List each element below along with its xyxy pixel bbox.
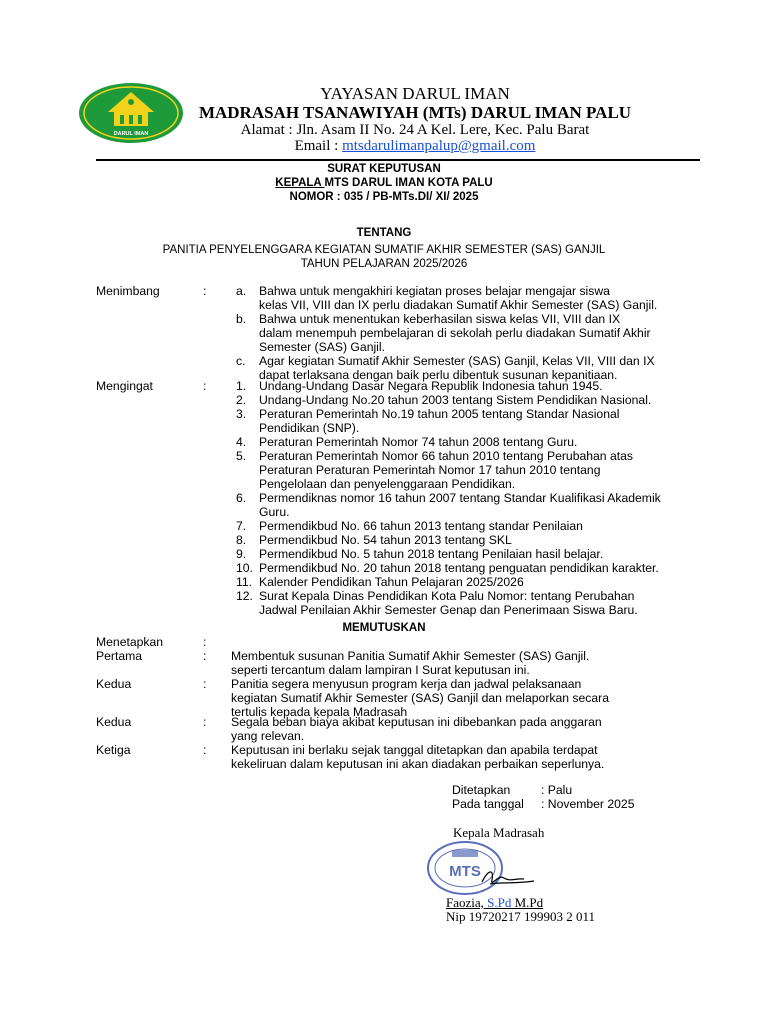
school-email-line	[180, 138, 650, 155]
decision-line: Panitia segera menyusun program kerja dan jadwal pelaksanaan	[231, 677, 582, 691]
doc-title: SURAT KEPUTUSAN	[327, 163, 441, 175]
mengingat-item-line: Peraturan Peraturan Pemerintah Nomor 17 tahun 2010 tentang	[259, 463, 601, 477]
foundation-name: YAYASAN DARUL IMAN	[320, 84, 510, 103]
mengingat-item-number: 11.	[236, 575, 253, 589]
tanggal-value: : November 2025	[541, 797, 635, 811]
decision-line: Membentuk susunan Panitia Sumatif Akhir Semester (SAS) Ganjil.	[231, 649, 590, 663]
subject-line-2: TAHUN PELAJARAN 2025/2026	[300, 258, 468, 270]
signer-name-b: S.Pd	[487, 895, 512, 910]
menimbang-item-marker: c.	[236, 354, 246, 368]
decision-line: kegiatan Sumatif Akhir Semester (SAS) Ganjil dan melaporkan secara	[231, 691, 609, 705]
doc-issuer	[0, 177, 768, 189]
signer-name-a: Faozia,	[446, 895, 488, 910]
memutuskan-heading: MEMUTUSKAN	[342, 622, 426, 634]
mengingat-item-number: 5.	[236, 449, 247, 463]
doc-issuer-underlined: KEPALA	[275, 177, 325, 189]
decision-colon: :	[203, 649, 207, 663]
mengingat-item-number: 10.	[236, 561, 253, 575]
decision-line: tertulis kepada kepala Madrasah	[231, 705, 408, 719]
menimbang-item-line: kelas VII, VIII dan IX perlu diadakan Sumatif Akhir Semester (SAS) Ganjil.	[259, 298, 658, 312]
mengingat-item-number: 8.	[236, 533, 247, 547]
mengingat-label: Mengingat	[96, 379, 153, 393]
tanggal-label: Pada tanggal	[452, 797, 524, 811]
mengingat-item-line: Pengelolaan dan penyelenggaraan Pendidikan.	[259, 477, 516, 491]
letterhead-divider	[96, 159, 700, 161]
mengingat-colon: :	[203, 379, 207, 393]
mengingat-item-line: Jadwal Penilaian Akhir Semester Genap dan Penerimaan Siswa Baru.	[259, 603, 638, 617]
decision-line: Keputusan ini berlaku sejak tanggal ditetapkan dan apabila terdapat	[231, 743, 598, 757]
menimbang-item-line: Semester (SAS) Ganjil.	[259, 340, 385, 354]
mengingat-item-number: 1.	[236, 379, 247, 393]
signer-nip: Nip 19720217 199903 2 011	[446, 909, 596, 924]
mengingat-item-line: Permendikbud No. 5 tahun 2018 tentang Penilaian hasil belajar.	[259, 547, 604, 561]
decision-colon: :	[203, 743, 207, 757]
decision-line: seperti tercantum dalam lampiran I Surat keputusan ini.	[231, 663, 530, 677]
mengingat-item-line: Undang-Undang No.20 tahun 2003 tentang Sistem Pendidikan Nasional.	[259, 393, 652, 407]
doc-number: NOMOR : 035 / PB-MTs.DI/ XI/ 2025	[289, 191, 479, 203]
signature-mark	[482, 872, 534, 884]
menetapkan-colon: :	[203, 635, 207, 649]
mengingat-item-number: 3.	[236, 407, 247, 421]
mengingat-item-line: Kalender Pendidikan Tahun Pelajaran 2025/2026	[259, 575, 524, 589]
mengingat-item-number: 6.	[236, 491, 247, 505]
mengingat-item-number: 7.	[236, 519, 247, 533]
mengingat-item-number: 12.	[236, 589, 253, 603]
stamp-text: MTS	[449, 863, 481, 880]
email-link[interactable]: mtsdarulimanpalup@gmail.com	[342, 138, 536, 154]
menimbang-item-line: dapat terlaksana dengan baik perlu dibentuk susunan kepanitiaan.	[259, 368, 618, 382]
menimbang-item-line: dalam menempuh pembelajaran di sekolah perlu diadakan Sumatif Akhir	[259, 326, 651, 340]
decision-colon: :	[203, 677, 207, 691]
menimbang-label: Menimbang	[96, 284, 160, 298]
decision-label: Kedua	[96, 715, 132, 729]
logo-text: DARUL IMAN	[113, 131, 149, 137]
mengingat-item-line: Peraturan Pemerintah No.19 tahun 2005 tentang Standar Nasional	[259, 407, 620, 421]
decision-label: Kedua	[96, 677, 132, 691]
mengingat-item-line: Permendikbud No. 54 tahun 2013 tentang SKL	[259, 533, 512, 547]
decision-colon: :	[203, 715, 207, 729]
mengingat-item-number: 9.	[236, 547, 247, 561]
mengingat-item-line: Permendiknas nomor 16 tahun 2007 tentang Standar Kualifikasi Akademik	[259, 491, 661, 505]
school-address: Alamat : Jln. Asam II No. 24 A Kel. Lere, Kec. Palu Barat	[240, 122, 590, 138]
decision-label: Pertama	[96, 649, 143, 663]
email-label: Email :	[294, 138, 339, 154]
menimbang-item-marker: b.	[236, 312, 247, 326]
ditetapkan-value: : Palu	[541, 783, 573, 797]
menimbang-item-line: Agar kegiatan Sumatif Akhir Semester (SAS) Ganjil, Kelas VII, VIII dan IX	[259, 354, 655, 368]
tentang-heading: TENTANG	[356, 227, 412, 239]
mengingat-item-line: Peraturan Pemerintah Nomor 66 tahun 2010 tentang Perubahan atas	[259, 449, 634, 463]
mengingat-item-line: Surat Kepala Dinas Pendidikan Kota Palu Nomor: tentang Perubahan	[259, 589, 635, 603]
mengingat-item-line: Permendikbud No. 20 tahun 2018 tentang penguatan pendidikan karakter.	[259, 561, 659, 575]
decision-label: Ketiga	[96, 743, 131, 757]
mengingat-item-line: Pendidikan (SNP).	[259, 421, 360, 435]
school-logo	[78, 82, 184, 144]
mengingat-item-line: Permendikbud No. 66 tahun 2013 tentang standar Penilaian	[259, 519, 583, 533]
menimbang-colon: :	[203, 284, 207, 298]
signer-position: Kepala Madrasah	[453, 825, 545, 840]
mengingat-item-number: 4.	[236, 435, 247, 449]
mengingat-item-line: Undang-Undang Dasar Negara Republik Indonesia tahun 1945.	[259, 379, 603, 393]
menetapkan-label: Menetapkan	[96, 635, 164, 649]
menimbang-item-line: Bahwa untuk menentukan keberhasilan siswa kelas VII, VIII dan IX	[259, 312, 621, 326]
ditetapkan-label: Ditetapkan	[452, 783, 511, 797]
official-stamp	[424, 838, 536, 900]
mengingat-item-line: Peraturan Pemerintah Nomor 74 tahun 2008 tentang Guru.	[259, 435, 578, 449]
mengingat-item-number: 2.	[236, 393, 247, 407]
mengingat-item-line: Guru.	[259, 505, 290, 519]
doc-issuer-rest: MTS DARUL IMAN KOTA PALU	[324, 177, 493, 189]
menimbang-item-line: Bahwa untuk mengakhiri kegiatan proses belajar mengajar siswa	[259, 284, 610, 298]
decision-line: kekeliruan dalam keputusan ini akan diadakan perbaikan seperlunya.	[231, 757, 605, 771]
subject-line-1: PANITIA PENYELENGGARA KEGIATAN SUMATIF AKHIR SEMESTER (SAS) GANJIL	[162, 244, 606, 256]
school-name: MADRASAH TSANAWIYAH (MTs) DARUL IMAN PALU	[198, 103, 632, 122]
decision-line: yang relevan.	[231, 729, 305, 743]
decision-line: Segala beban biaya akibat keputusan ini dibebankan pada anggaran	[231, 715, 602, 729]
menimbang-item-marker: a.	[236, 284, 247, 298]
signer-name-c: M.Pd	[511, 895, 544, 910]
